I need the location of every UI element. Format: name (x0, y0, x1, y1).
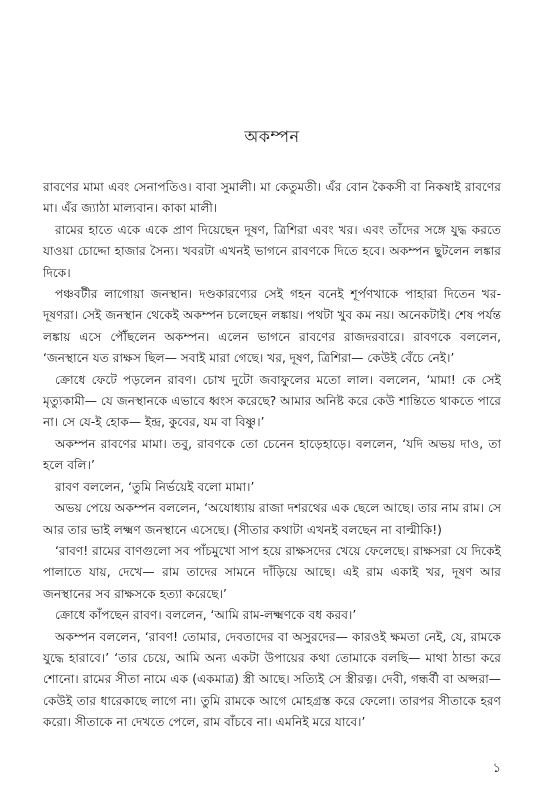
paragraph: অকম্পন বললেন, ‘রাবণ! তোমার, দেবতাদের বা অসুরদের— কারওই ক্ষমতা নেই, যে, রামকে যুদ্ধে হারাবে।’ ‘তার চেয়ে, আমি অন্য একটা উপায়ের কথা তোমাকে বলছি— মাথা ঠান্ডা করে শোনো। রামের সীতা নামে এক (একমাত্র) স্ত্রী আছে। সত্যিই সে স্ত্রীরত্ন। দেবী, গন্ধর্বী বা অপ্সরা— কেউই তার ধারেকাছে লাগে না। তুমি রামকে আগে মোহগ্রস্ত করে ফেলো। তারপর সীতাকে হরণ করো। সীতাকে না দেখতে পেলে, রাম বাঁচবে না। এমনিই মরে যাবে।’ (43, 629, 501, 730)
paragraph: রাবণ বললেন, ‘তুমি নির্ভয়েই বলো মামা।’ (55, 479, 255, 494)
paragraph: রামের হাতে একে একে প্রাণ দিয়েছেন দূষণ, ত্রিশিরা এবং খর। এবং তাঁদের সঙ্গে যুদ্ধ করতে যাওয়া চোদ্দো হাজার সৈন্য। খবরটা এখনই ভাগনে রাবণকে দিতে হবে। অকম্পন ছুটলেন লঙ্কার দিকে। (43, 222, 501, 280)
paragraph: অভয় পেয়ে অকম্পন বললেন, ‘অযোধ্যায় রাজা দশরথের এক ছেলে আছে। তার নাম রাম। সে আর তার ভাই লক্ষ্মণ জনস্থানে এসেছে। (সীতার কথাটা এখনই বলছেন না বাল্মীকি!) (43, 501, 501, 537)
paragraph: ক্রোধে ফেটে পড়লেন রাবণ। চোখ দুটো জবাফুলের মতো লাল। বললেন, ‘মামা! কে সেই মৃত্যুকামী— যে জনস্থানকে এভাবে ধ্বংস করেছে? আমার অনিষ্ট করে কেউ শান্তিতে থাকতে পারে না। সে যে-ই হোক— ইন্দ্র, কুবের, যম বা বিষ্ণু।’ (43, 372, 501, 430)
paragraph: অকম্পন রাবণের মামা। তবু, রাবণকে তো চেনেন হাড়েহাড়ে। বললেন, ‘যদি অভয় দাও, তা হলে বলি।’ (43, 436, 501, 473)
paragraph: ক্রোধে কাঁপছেন রাবণ। বললেন, ‘আমি রাম-লক্ষ্মণকে বধ করব।’ (55, 608, 357, 623)
chapter-body (43, 177, 501, 734)
paragraph: রাবণের মামা এবং সেনাপতিও। বাবা সুমালী। মা কেতুমতী। এঁর বোন কৈকসী বা নিকষাই রাবণের মা। এঁর জ্যাঠা মাল্যবান। কাকা মালী। (43, 180, 501, 216)
paragraph: পঞ্চবটীর লাগোয়া জনস্থান। দণ্ডকারণ্যের সেই গহন বনেই শূর্পণখাকে পাহারা দিতেন খর-দূষণরা। সেই জনস্থান থেকেই অকম্পন চলেছেন লঙ্কায়। পথটা খুব কম নয়। অনেকটাই। শেষ পর্যন্ত লঙ্কায় এসে পৌঁছলেন অকম্পন। এলেন ভাগনে রাবণের রাজদরবারে। রাবণকে বললেন, ‘জনস্থানে যত রাক্ষস ছিল— সবাই মারা গেছে। খর, দূষণ, ত্রিশিরা— কেউই বেঁচে নেই।’ (43, 287, 501, 366)
chapter-title: অকম্পন (244, 127, 300, 146)
page-number: ১ (492, 761, 501, 776)
paragraph: ‘রাবণ! রামের বাণগুলো সব পাঁচমুখো সাপ হয়ে রাক্ষসদের খেয়ে ফেলেছে। রাক্ষসরা যে দিকেই পালাতে যায়, দেখে— রাম তাদের সামনে দাঁড়িয়ে আছে। এই রাম একাই খর, দূষণ আর জনস্থানের সব রাক্ষসকে হত্যা করেছে।’ (43, 543, 501, 601)
